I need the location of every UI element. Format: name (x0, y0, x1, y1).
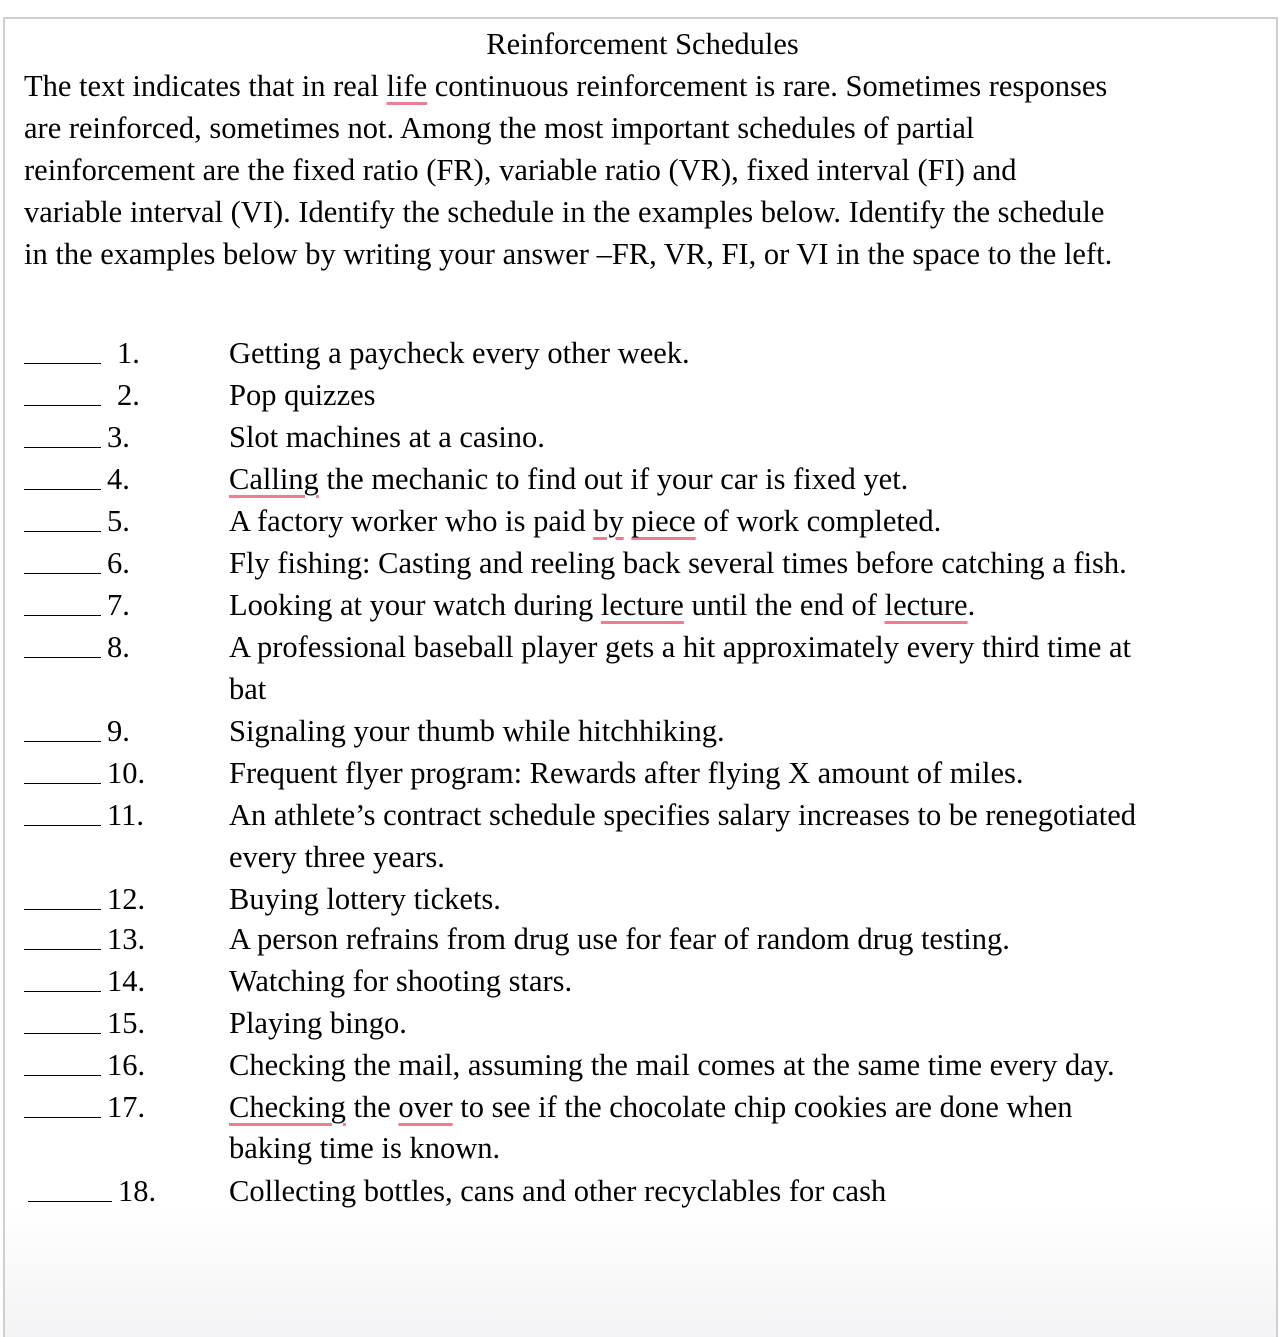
document-page (3, 17, 1278, 1337)
item-text: Frequent flyer program: Rewards after flying X amount of miles. (229, 756, 1024, 790)
spellcheck-underline[interactable]: Checking (229, 1090, 346, 1124)
spellcheck-underline[interactable]: lecture (884, 588, 968, 622)
answer-blank[interactable] (24, 1033, 101, 1034)
spellcheck-underline[interactable]: by (593, 504, 624, 538)
item-text: Fly fishing: Casting and reeling back several times before catching a fish. (229, 546, 1127, 580)
answer-blank[interactable] (24, 741, 101, 742)
exercise-item (5, 752, 1280, 794)
page-bottom-fade (5, 1207, 1276, 1337)
item-number: 15. (107, 1006, 146, 1040)
item-text: Watching for shooting stars. (229, 964, 573, 998)
exercise-item (5, 374, 1280, 416)
answer-blank[interactable] (24, 363, 101, 364)
item-number: 3. (107, 420, 130, 454)
answer-blank[interactable] (24, 1075, 101, 1076)
item-number: 2. (117, 378, 140, 412)
item-number: 1. (117, 336, 140, 370)
item-text-continued: every three years. (229, 840, 445, 874)
spellcheck-underline[interactable]: Calling (229, 462, 319, 496)
item-number: 12. (107, 882, 146, 916)
item-text: Collecting bottles, cans and other recyclables for cash (229, 1174, 887, 1208)
item-number: 4. (107, 462, 130, 496)
answer-blank[interactable] (24, 573, 101, 574)
answer-blank[interactable] (24, 949, 101, 950)
exercise-item (5, 332, 1280, 374)
answer-blank[interactable] (24, 991, 101, 992)
exercise-item (5, 794, 1280, 836)
exercise-item (5, 1044, 1280, 1086)
item-text: Calling the mechanic to find out if your car is fixed yet. (229, 462, 909, 496)
answer-blank[interactable] (24, 657, 101, 658)
item-number: 8. (107, 630, 130, 664)
exercise-item (5, 1002, 1280, 1044)
exercise-item (5, 584, 1280, 626)
spellcheck-underline[interactable]: lecture (600, 588, 684, 622)
item-number: 5. (107, 504, 130, 538)
exercise-item (5, 416, 1280, 458)
item-number: 6. (107, 546, 130, 580)
spellcheck-underline[interactable]: piece (631, 504, 696, 538)
item-number: 10. (107, 756, 146, 790)
item-number: 13. (107, 922, 146, 956)
exercise-item (5, 1086, 1280, 1128)
item-text: An athlete’s contract schedule specifies salary increases to be renegotiated (229, 798, 1136, 832)
intro-line: The text indicates that in real life continuous reinforcement is rare. Sometimes responses (24, 69, 1108, 103)
item-text: Getting a paycheck every other week. (229, 336, 690, 370)
item-text: Checking the over to see if the chocolate chip cookies are done when (229, 1090, 1073, 1124)
exercise-item (5, 918, 1280, 960)
exercise-item (5, 960, 1280, 1002)
intro-line: reinforcement are the fixed ratio (FR), variable ratio (VR), fixed interval (FI) and (24, 153, 1017, 187)
item-text: Pop quizzes (229, 378, 376, 412)
item-text: Buying lottery tickets. (229, 882, 501, 916)
exercise-item (5, 710, 1280, 752)
document-title: Reinforcement Schedules (486, 27, 799, 61)
intro-line: variable interval (VI). Identify the schedule in the examples below. Identify the schedule (24, 195, 1105, 229)
exercise-item (5, 458, 1280, 500)
answer-blank[interactable] (24, 909, 101, 910)
answer-blank[interactable] (24, 825, 101, 826)
answer-blank[interactable] (24, 1117, 101, 1118)
intro-paragraph (24, 65, 1274, 275)
item-text: Playing bingo. (229, 1006, 407, 1040)
item-text: Looking at your watch during lecture until the end of lecture. (229, 588, 976, 622)
answer-blank[interactable] (24, 531, 101, 532)
item-number: 14. (107, 964, 146, 998)
item-number: 17. (107, 1090, 146, 1124)
intro-line: are reinforced, sometimes not. Among the most important schedules of partial (24, 111, 975, 145)
exercise-item (5, 626, 1280, 668)
intro-line: in the examples below by writing your answer –FR, VR, FI, or VI in the space to the left. (24, 237, 1113, 271)
exercise-item (5, 542, 1280, 584)
item-text-continued: bat (229, 672, 267, 706)
item-text: A professional baseball player gets a hit approximately every third time at (229, 630, 1132, 664)
answer-blank[interactable] (24, 615, 101, 616)
item-number: 16. (107, 1048, 146, 1082)
exercise-item (5, 878, 1280, 920)
item-number: 18. (118, 1174, 157, 1208)
exercise-item (5, 1170, 1280, 1212)
spellcheck-underline[interactable]: life (386, 69, 428, 103)
item-text: A person refrains from drug use for fear of random drug testing. (229, 922, 1010, 956)
answer-blank[interactable] (28, 1201, 112, 1202)
item-text: A factory worker who is paid by piece of work completed. (229, 504, 942, 538)
item-number: 7. (107, 588, 130, 622)
item-text: Slot machines at a casino. (229, 420, 545, 454)
item-text-continued: baking time is known. (229, 1131, 501, 1165)
item-number: 11. (107, 798, 144, 832)
item-number: 9. (107, 714, 130, 748)
exercise-item (5, 500, 1280, 542)
item-text: Signaling your thumb while hitchhiking. (229, 714, 725, 748)
answer-blank[interactable] (24, 489, 101, 490)
answer-blank[interactable] (24, 447, 101, 448)
answer-blank[interactable] (24, 783, 101, 784)
item-text: Checking the mail, assuming the mail comes at the same time every day. (229, 1048, 1115, 1082)
answer-blank[interactable] (24, 405, 101, 406)
spellcheck-underline[interactable]: over (398, 1090, 453, 1124)
